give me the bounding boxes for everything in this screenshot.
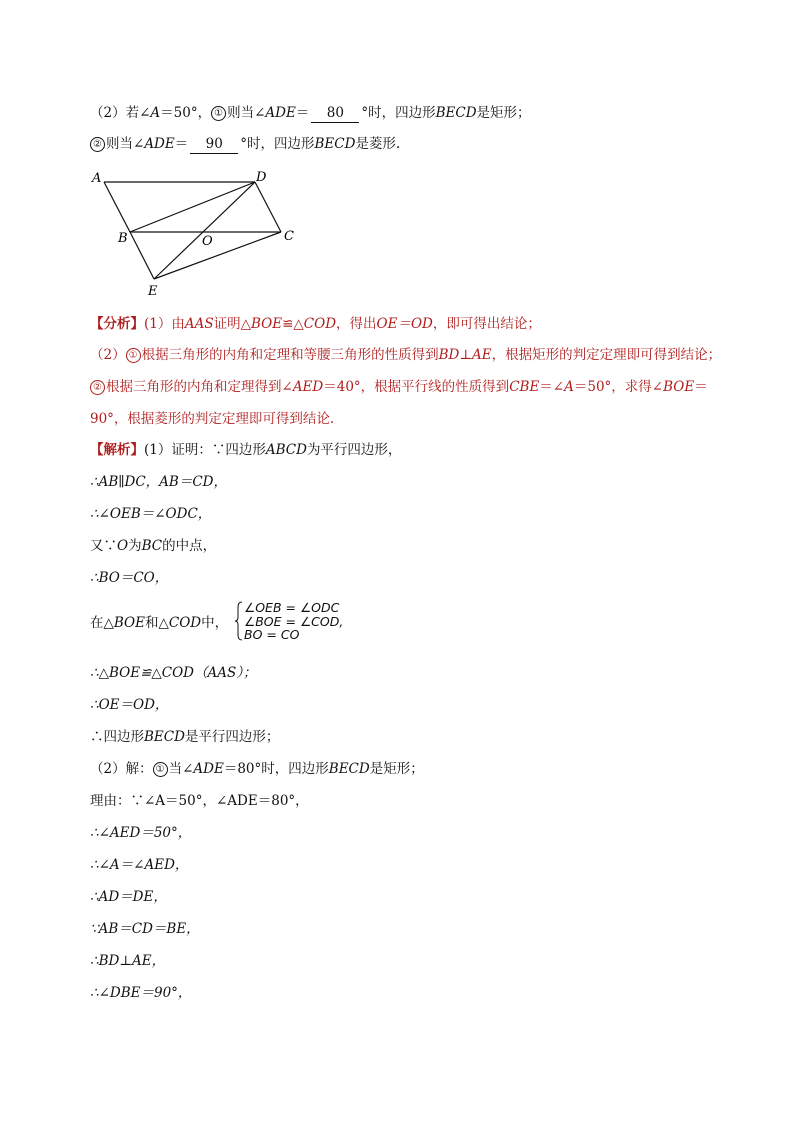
left-brace-icon bbox=[234, 601, 244, 641]
question-part2-line1: （2）若∠A＝50°， ① 则当∠ADE＝ 80 °时，四边形BECD是矩形； bbox=[90, 105, 531, 121]
label-E: E bbox=[148, 284, 158, 299]
geometry-figure bbox=[88, 165, 308, 300]
analysis-line4: 90°，根据菱形的判定定理即可得到结论. bbox=[90, 411, 335, 427]
segment-BE bbox=[130, 232, 154, 279]
segment-BD bbox=[130, 182, 255, 232]
question-part2-line2: ② 则当∠ADE＝ 90 °时，四边形BECD是菱形. bbox=[90, 135, 400, 154]
solution-line12: ∴∠AED＝50°， bbox=[90, 825, 192, 841]
solution-line3: ∴∠OEB＝∠ODC， bbox=[90, 506, 212, 522]
label-C: C bbox=[284, 229, 294, 244]
system-row-1: ∠OEB = ∠ODC bbox=[244, 600, 340, 615]
segment-ED bbox=[154, 182, 255, 279]
label-O: O bbox=[202, 234, 213, 249]
circled-two: ② bbox=[90, 380, 105, 395]
solution-line13: ∴∠A＝∠AED， bbox=[90, 857, 189, 873]
equation-system bbox=[234, 601, 374, 641]
segment-EC bbox=[154, 232, 281, 279]
analysis-line1: 【分析】(1）由AAS证明△BOE≌△COD，得出OE＝OD，即可得出结论； bbox=[90, 316, 541, 332]
solution-line10: （2）解： ① 当∠ADE＝80°时，四边形BECD是矩形； bbox=[90, 761, 424, 777]
solution-line7: ∴△BOE≌△COD（AAS）； bbox=[90, 665, 257, 681]
solution-line4: 又∵O为BC的中点， bbox=[90, 538, 217, 554]
solution-line16: ∴BD⊥AE， bbox=[90, 953, 166, 969]
solution-line15: ∵AB＝CD＝BE， bbox=[90, 921, 200, 937]
solution-line9: ∴四边形BECD是平行四边形； bbox=[90, 729, 280, 745]
circled-two: ② bbox=[90, 137, 105, 152]
label-A: A bbox=[92, 171, 102, 186]
solution-line2: ∴AB∥DC，AB＝CD， bbox=[90, 474, 227, 490]
label-D: D bbox=[256, 170, 267, 185]
system-row-2: ∠BOE = ∠COD, bbox=[244, 613, 344, 629]
segment-AB bbox=[104, 182, 130, 232]
solution-line8: ∴OE＝OD， bbox=[90, 697, 169, 713]
circled-one: ① bbox=[126, 348, 141, 363]
analysis-line2: （2） ① 根据三角形的内角和定理和等腰三角形的性质得到BD⊥AE，根据矩形的判定定理即可得到结论； bbox=[90, 347, 722, 363]
answer-blank-1: 80 bbox=[311, 104, 359, 123]
label-B: B bbox=[118, 231, 128, 246]
analysis-tag: 【分析】 bbox=[90, 316, 144, 332]
analysis-line3: ② 根据三角形的内角和定理得到∠AED＝40°，根据平行线的性质得到CBE＝∠A＝50°，求得∠BOE＝ bbox=[90, 378, 708, 396]
solution-line11: 理由：∵∠A＝50°，∠ADE＝80°， bbox=[90, 793, 309, 809]
solution-line1: 【解析】(1）证明：∵四边形ABCD为平行四边形， bbox=[90, 442, 402, 458]
circled-one: ① bbox=[153, 762, 168, 777]
solution-line14: ∴AD＝DE， bbox=[90, 889, 167, 905]
solution-tag: 【解析】 bbox=[90, 442, 144, 458]
solution-line17: ∴∠DBE＝90°， bbox=[90, 985, 192, 1001]
solution-line5: ∴BO＝CO， bbox=[90, 570, 169, 586]
system-row-3: BO = CO bbox=[244, 627, 300, 642]
segment-DC bbox=[255, 182, 281, 232]
solution-line6: 在△BOE和△COD中， bbox=[90, 615, 229, 631]
circled-one: ① bbox=[211, 106, 226, 121]
answer-blank-2: 90 bbox=[190, 135, 238, 154]
